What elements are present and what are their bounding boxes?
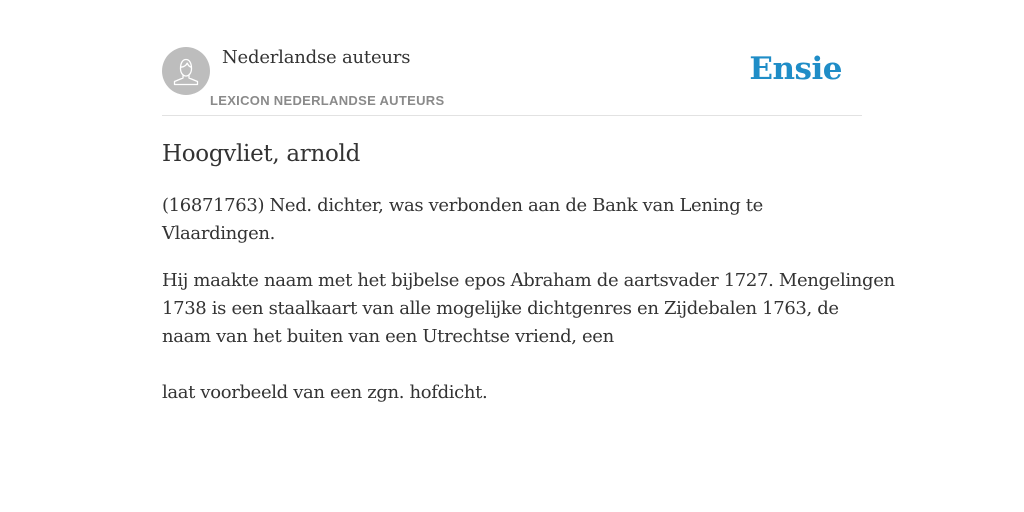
closing-paragraph: laat voorbeeld van een zgn. hofdicht. — [162, 382, 488, 403]
entry-title: Hoogvliet, arnold — [162, 141, 361, 167]
intro-paragraph: (16871763) Ned. dichter, was verbonden aan de Bank van Lening te Vlaardingen. — [162, 195, 763, 244]
page-container — [162, 0, 895, 512]
user-avatar-icon — [162, 47, 210, 95]
author-name-link[interactable]: Nederlandse auteurs — [222, 47, 411, 68]
ensie-logo[interactable]: Ensie — [749, 51, 842, 87]
author-avatar[interactable] — [162, 47, 210, 95]
lexicon-subtitle: LEXICON NEDERLANDSE AUTEURS — [210, 93, 445, 108]
body-line: Hij maakte naam met het bijbelse epos Abraham de aartsvader 1727. Mengelingen — [162, 270, 895, 291]
site-header — [162, 0, 862, 116]
body-line: naam van het buiten van een Utrechtse vriend, een — [162, 326, 614, 347]
entry-body — [162, 192, 895, 407]
body-line: 1738 is een staalkaart van alle mogelijke dichtgenres en Zijdebalen 1763, de — [162, 298, 839, 319]
